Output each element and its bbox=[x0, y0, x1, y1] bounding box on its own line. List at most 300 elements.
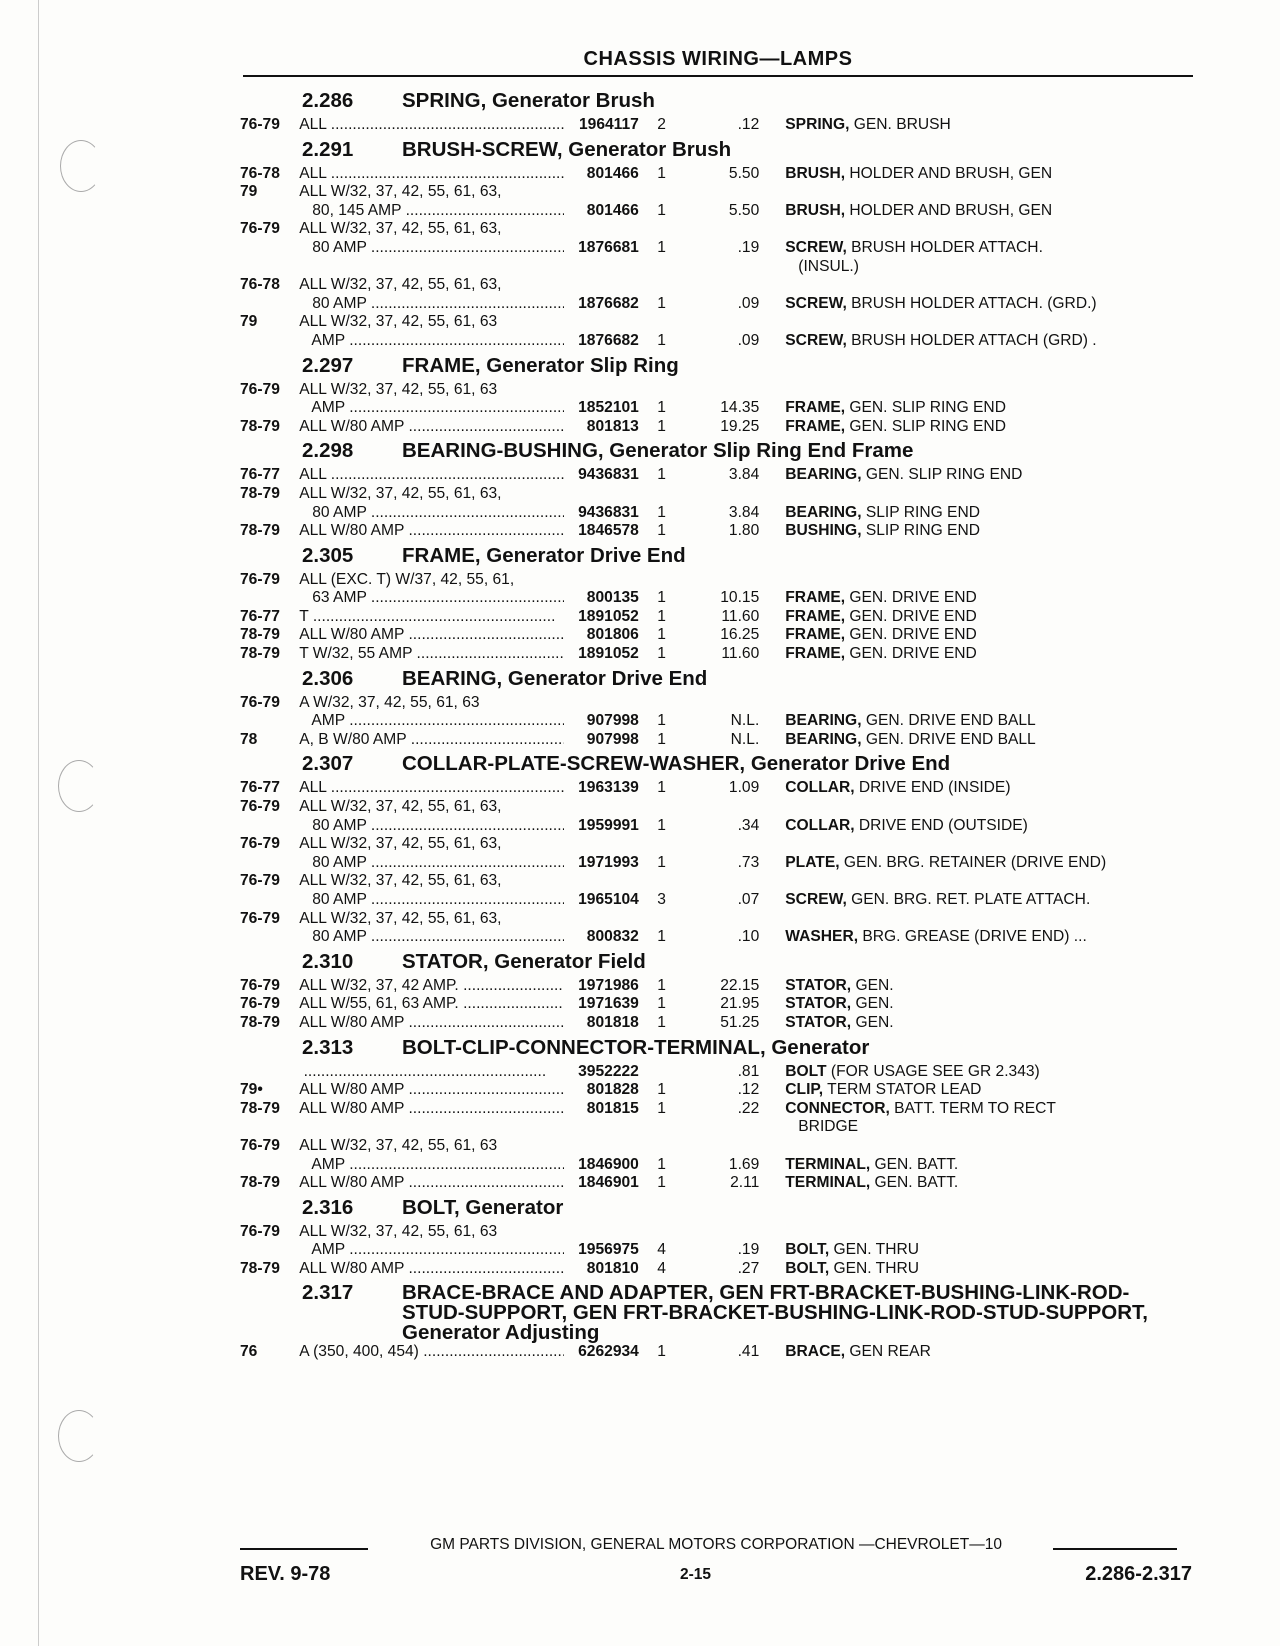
part-row bbox=[240, 1118, 1192, 1137]
description-detail: GEN. DRIVE END bbox=[845, 645, 977, 663]
price: 5.50 bbox=[728, 164, 760, 182]
quantity: 1 bbox=[657, 1342, 666, 1360]
part-number: 1971639 bbox=[578, 995, 639, 1013]
description bbox=[769, 571, 1192, 590]
part-row bbox=[240, 712, 1192, 731]
part-row bbox=[240, 731, 1192, 750]
part-number: 3952222 bbox=[578, 1062, 639, 1080]
model-year: 78-79 bbox=[240, 1099, 280, 1117]
section-heading bbox=[240, 1033, 1192, 1063]
quantity: 1 bbox=[657, 238, 666, 256]
group-title: BOLT, Generator bbox=[402, 1195, 564, 1219]
part-number: 1964117 bbox=[578, 116, 639, 133]
price: 51.25 bbox=[720, 1013, 760, 1031]
price: .22 bbox=[737, 1099, 760, 1117]
application: 80 AMP ..... bbox=[299, 891, 564, 910]
model-year bbox=[240, 399, 299, 418]
description bbox=[769, 466, 1192, 485]
description-keyword: STATOR, bbox=[785, 1013, 852, 1031]
quantity bbox=[639, 1137, 684, 1156]
part-row bbox=[240, 504, 1192, 523]
quantity: 1 bbox=[657, 589, 666, 607]
model-year bbox=[240, 295, 299, 314]
group-title: FRAME, Generator Slip Ring bbox=[402, 353, 679, 377]
part-number bbox=[564, 381, 639, 400]
part-row bbox=[240, 1137, 1192, 1156]
part-row bbox=[240, 1100, 1192, 1119]
part-row bbox=[240, 645, 1192, 664]
part-row bbox=[240, 165, 1192, 184]
description-detail: SLIP RING END bbox=[861, 503, 980, 521]
part-row bbox=[240, 798, 1192, 817]
description bbox=[769, 872, 1192, 891]
part-row bbox=[240, 258, 1192, 277]
description-keyword: BEARING, bbox=[785, 503, 862, 521]
description bbox=[769, 694, 1192, 713]
description-keyword: BOLT, bbox=[785, 1241, 830, 1259]
part-number: 801818 bbox=[586, 1013, 639, 1031]
description-detail: GEN. SLIP RING END bbox=[845, 399, 1006, 417]
description-detail: GEN. DRIVE END BALL bbox=[861, 730, 1036, 748]
application: 63 AMP ..... bbox=[299, 589, 564, 608]
price: .09 bbox=[737, 294, 760, 312]
description-detail: GEN. SLIP RING END bbox=[845, 417, 1006, 435]
description bbox=[769, 626, 1192, 645]
quantity: 1 bbox=[657, 399, 666, 417]
quantity: 3 bbox=[657, 891, 666, 908]
section-heading bbox=[240, 135, 1192, 165]
part-number: 1891052 bbox=[578, 607, 639, 625]
part-number bbox=[564, 183, 639, 202]
section-heading bbox=[240, 541, 1192, 571]
group-number: 2.316 bbox=[302, 1195, 354, 1219]
group-title: BRACE-BRACE AND ADAPTER, GEN FRT-BRACKET-BUSHING-LINK-ROD-STUD-SUPPORT, GEN FRT-BRACKET-BUSHING-LINK-ROD-STUD-SUPPORT, Generator Adjusting bbox=[402, 1280, 1148, 1344]
model-year: 78-79 bbox=[240, 1013, 280, 1031]
quantity bbox=[639, 313, 684, 332]
part-row bbox=[240, 977, 1192, 996]
application: ALL W/80 AMP ..... bbox=[299, 1014, 564, 1033]
quantity: 1 bbox=[657, 164, 666, 182]
price: .19 bbox=[737, 1241, 760, 1259]
application: AMP ..... bbox=[299, 712, 564, 731]
model-year bbox=[240, 504, 299, 523]
quantity: 1 bbox=[657, 417, 666, 435]
quantity bbox=[639, 1118, 684, 1137]
part-row bbox=[240, 589, 1192, 608]
model-year: 76-79 bbox=[240, 835, 280, 853]
quantity bbox=[639, 1223, 684, 1242]
application: ALL W/32, 37, 42, 55, 61, 63, bbox=[299, 220, 502, 238]
group-number: 2.286 bbox=[302, 89, 354, 112]
part-number bbox=[564, 276, 639, 295]
part-number: 1846900 bbox=[578, 1155, 639, 1173]
price: .27 bbox=[737, 1259, 760, 1277]
description bbox=[769, 1137, 1192, 1156]
price bbox=[684, 872, 769, 891]
quantity bbox=[639, 276, 684, 295]
description bbox=[769, 1241, 1192, 1260]
application: ALL W/80 AMP ..... bbox=[299, 1081, 564, 1100]
price: .07 bbox=[737, 891, 760, 908]
description bbox=[769, 1081, 1192, 1100]
part-row bbox=[240, 1223, 1192, 1242]
price: N.L. bbox=[730, 730, 760, 748]
model-year: 78-79 bbox=[240, 1174, 280, 1192]
description-keyword: TERMINAL, bbox=[785, 1174, 871, 1192]
description bbox=[769, 779, 1192, 798]
revision-label: REV. 9-78 bbox=[240, 1563, 331, 1585]
part-number: 801806 bbox=[586, 626, 639, 644]
price: .09 bbox=[737, 331, 760, 349]
description-detail: HOLDER AND BRUSH, GEN bbox=[845, 164, 1053, 182]
quantity: 1 bbox=[657, 1155, 666, 1173]
part-number bbox=[564, 694, 639, 713]
part-row bbox=[240, 332, 1192, 351]
part-number: 1876682 bbox=[578, 294, 639, 312]
application: A W/32, 37, 42, 55, 61, 63 bbox=[299, 693, 480, 711]
model-year: 76-79 bbox=[240, 1222, 280, 1240]
model-year bbox=[240, 1063, 299, 1082]
part-number bbox=[564, 220, 639, 239]
quantity: 4 bbox=[657, 1259, 666, 1277]
part-number: 801810 bbox=[586, 1259, 639, 1277]
section-heading bbox=[240, 664, 1192, 694]
application: A, B W/80 AMP ..... bbox=[299, 731, 564, 750]
description bbox=[769, 1174, 1192, 1193]
description-detail: GEN. BRG. RETAINER (DRIVE END) bbox=[839, 853, 1107, 871]
quantity bbox=[639, 798, 684, 817]
group-number: 2.317 bbox=[302, 1280, 354, 1304]
quantity: 1 bbox=[657, 976, 666, 994]
quantity bbox=[639, 872, 684, 891]
application: ALL W/32, 37, 42, 55, 61, 63 bbox=[299, 313, 498, 331]
part-number: 907998 bbox=[586, 730, 639, 748]
description-keyword: BRACE, bbox=[785, 1342, 846, 1360]
price: .12 bbox=[737, 1081, 760, 1099]
price: .81 bbox=[737, 1062, 760, 1080]
model-year: 76-79 bbox=[240, 909, 280, 927]
description bbox=[769, 608, 1192, 627]
part-row bbox=[240, 295, 1192, 314]
application: ALL W/80 AMP ..... bbox=[299, 1260, 564, 1279]
description bbox=[769, 798, 1192, 817]
application: ALL W/32, 37, 42, 55, 61, 63, bbox=[299, 276, 502, 294]
description-keyword: FRAME, bbox=[785, 589, 846, 607]
part-number bbox=[564, 1223, 639, 1242]
description-keyword: STATOR, bbox=[785, 995, 852, 1013]
quantity bbox=[639, 258, 684, 277]
part-row bbox=[240, 466, 1192, 485]
description-detail: BRUSH HOLDER ATTACH. (GRD.) bbox=[846, 294, 1097, 312]
application: ALL W/32, 37, 42, 55, 61, 63 bbox=[299, 380, 498, 398]
description bbox=[769, 399, 1192, 418]
description-keyword: FRAME, bbox=[785, 399, 846, 417]
description-detail: SLIP RING END bbox=[861, 522, 980, 540]
part-row bbox=[240, 418, 1192, 437]
application: T ..... bbox=[299, 608, 564, 627]
part-number: 1876682 bbox=[578, 331, 639, 349]
quantity: 1 bbox=[657, 201, 666, 219]
application: ALL ..... bbox=[299, 466, 564, 485]
description-keyword: WASHER, bbox=[785, 928, 859, 946]
part-number: 9436831 bbox=[578, 466, 639, 484]
part-row bbox=[240, 571, 1192, 590]
price: N.L. bbox=[730, 712, 760, 730]
model-year: 76-79 bbox=[240, 1136, 280, 1154]
application: ALL W/80 AMP ..... bbox=[299, 1100, 564, 1119]
price bbox=[684, 183, 769, 202]
model-year: 78-79 bbox=[240, 417, 280, 435]
description-keyword: COLLAR, bbox=[785, 779, 855, 797]
model-year: 76-79 bbox=[240, 976, 280, 994]
part-row bbox=[240, 910, 1192, 929]
description bbox=[769, 1014, 1192, 1033]
model-year: 76-79 bbox=[240, 798, 280, 816]
application bbox=[299, 1063, 564, 1082]
section-heading bbox=[240, 947, 1192, 977]
description-keyword: BRUSH, bbox=[785, 164, 846, 182]
application: ALL W/32, 37, 42, 55, 61, 63, bbox=[299, 183, 502, 201]
model-year bbox=[240, 589, 299, 608]
part-row bbox=[240, 1174, 1192, 1193]
part-row bbox=[240, 1063, 1192, 1082]
description-detail: (FOR USAGE SEE GR 2.343) bbox=[826, 1062, 1040, 1080]
model-year: 76-78 bbox=[240, 276, 280, 294]
description-detail: GEN. DRIVE END BALL bbox=[861, 712, 1036, 730]
header-rule bbox=[243, 75, 1193, 77]
price: 11.60 bbox=[721, 645, 760, 663]
punch-hole-mark bbox=[60, 140, 102, 192]
part-row bbox=[240, 835, 1192, 854]
group-title: BOLT-CLIP-CONNECTOR-TERMINAL, Generator bbox=[402, 1035, 870, 1059]
application: ALL W/32, 37, 42 AMP. ..... bbox=[299, 977, 564, 996]
description bbox=[769, 485, 1192, 504]
price: 1.69 bbox=[728, 1155, 760, 1173]
description-detail: GEN. SLIP RING END bbox=[861, 466, 1023, 484]
description-keyword: FRAME, bbox=[785, 417, 846, 435]
group-title: STATOR, Generator Field bbox=[402, 949, 646, 973]
model-year: 79 bbox=[240, 313, 258, 331]
description-detail: BATT. TERM TO RECT bbox=[889, 1099, 1056, 1117]
quantity: 1 bbox=[657, 1174, 666, 1192]
description bbox=[769, 295, 1192, 314]
description-keyword: COLLAR, bbox=[785, 816, 855, 834]
description-detail: GEN. bbox=[851, 1013, 894, 1031]
model-year bbox=[240, 817, 299, 836]
model-year bbox=[240, 712, 299, 731]
part-row bbox=[240, 995, 1192, 1014]
page-edge bbox=[38, 0, 39, 1646]
part-number bbox=[564, 1137, 639, 1156]
description bbox=[769, 854, 1192, 873]
model-year: 76-77 bbox=[240, 607, 280, 625]
part-number: 1963139 bbox=[578, 779, 639, 797]
description-detail: BRG. GREASE (DRIVE END) ... bbox=[858, 928, 1087, 946]
description bbox=[769, 835, 1192, 854]
model-year: 78-79 bbox=[240, 522, 280, 540]
application: ALL W/32, 37, 42, 55, 61, 63 bbox=[299, 1222, 498, 1240]
part-row bbox=[240, 626, 1192, 645]
part-number: 9436831 bbox=[578, 503, 639, 521]
description-keyword: FRAME, bbox=[785, 607, 846, 625]
application: ALL W/32, 37, 42, 55, 61, 63, bbox=[299, 909, 502, 927]
price: 2.11 bbox=[730, 1174, 760, 1192]
description bbox=[769, 202, 1192, 221]
part-number: 1876681 bbox=[578, 238, 639, 256]
price bbox=[684, 910, 769, 929]
description bbox=[769, 116, 1192, 135]
description bbox=[769, 645, 1192, 664]
price: 3.84 bbox=[728, 466, 760, 484]
description bbox=[769, 995, 1192, 1014]
description-keyword: SCREW, bbox=[785, 238, 847, 256]
model-year: 78-79 bbox=[240, 645, 280, 663]
part-number: 1846901 bbox=[578, 1174, 639, 1192]
price: .12 bbox=[737, 116, 760, 133]
description-detail: GEN. DRIVE END bbox=[845, 626, 977, 644]
part-number bbox=[564, 872, 639, 891]
quantity: 1 bbox=[657, 1081, 666, 1099]
description-keyword: SPRING, bbox=[785, 116, 850, 133]
price: 22.15 bbox=[720, 976, 760, 994]
part-row bbox=[240, 872, 1192, 891]
description-detail: GEN. BATT. bbox=[870, 1155, 959, 1173]
application: ALL W/80 AMP ..... bbox=[299, 522, 564, 541]
model-year bbox=[240, 202, 299, 221]
price: 5.50 bbox=[728, 201, 760, 219]
part-row bbox=[240, 116, 1192, 135]
model-year: 76 bbox=[240, 1342, 258, 1360]
description-detail: GEN. DRIVE END bbox=[845, 589, 977, 607]
application: ALL (EXC. T) W/37, 42, 55, 61, bbox=[299, 570, 515, 588]
price: 16.25 bbox=[720, 626, 760, 644]
group-number: 2.305 bbox=[302, 543, 354, 567]
application: T W/32, 55 AMP ..... bbox=[299, 645, 564, 664]
part-row bbox=[240, 1260, 1192, 1279]
part-row bbox=[240, 891, 1192, 910]
description-keyword: BRUSH, bbox=[785, 201, 846, 219]
part-number: 801466 bbox=[586, 201, 639, 219]
section-heading bbox=[240, 351, 1192, 381]
model-year bbox=[240, 332, 299, 351]
price: 3.84 bbox=[728, 503, 760, 521]
price bbox=[684, 835, 769, 854]
price bbox=[684, 485, 769, 504]
quantity: 1 bbox=[657, 1013, 666, 1031]
description bbox=[769, 1118, 1192, 1137]
description-detail: BRIDGE bbox=[785, 1118, 859, 1136]
part-row bbox=[240, 220, 1192, 239]
price: 11.60 bbox=[721, 607, 760, 625]
part-row bbox=[240, 276, 1192, 295]
part-row bbox=[240, 854, 1192, 873]
description bbox=[769, 239, 1192, 258]
quantity: 1 bbox=[657, 331, 666, 349]
description-detail: GEN REAR bbox=[845, 1342, 931, 1360]
group-number: 2.310 bbox=[302, 949, 354, 973]
part-row bbox=[240, 928, 1192, 947]
quantity: 1 bbox=[657, 522, 666, 540]
price bbox=[684, 258, 769, 277]
model-year: 78-79 bbox=[240, 626, 280, 644]
application: 80 AMP ..... bbox=[299, 239, 564, 258]
model-year: 76-79 bbox=[240, 380, 280, 398]
model-year: 76-79 bbox=[240, 995, 280, 1013]
price: 1.09 bbox=[728, 779, 760, 797]
price: 14.35 bbox=[720, 399, 760, 417]
part-row bbox=[240, 1156, 1192, 1175]
part-number bbox=[564, 258, 639, 277]
model-year: 79• bbox=[240, 1081, 263, 1099]
part-row bbox=[240, 485, 1192, 504]
part-number bbox=[564, 485, 639, 504]
description-keyword: BEARING, bbox=[785, 712, 862, 730]
application: ALL W/32, 37, 42, 55, 61, 63, bbox=[299, 835, 502, 853]
application: ALL ..... bbox=[299, 165, 564, 184]
quantity: 1 bbox=[657, 928, 666, 946]
description bbox=[769, 928, 1192, 947]
model-year: 79 bbox=[240, 183, 258, 201]
model-year bbox=[240, 1156, 299, 1175]
part-number: 801815 bbox=[586, 1099, 639, 1117]
price bbox=[684, 220, 769, 239]
price: .73 bbox=[737, 853, 760, 871]
part-row bbox=[240, 183, 1192, 202]
description bbox=[769, 165, 1192, 184]
price bbox=[684, 571, 769, 590]
quantity: 1 bbox=[657, 607, 666, 625]
model-year: 76-79 bbox=[240, 693, 280, 711]
quantity: 1 bbox=[657, 466, 666, 484]
part-row bbox=[240, 694, 1192, 713]
part-number: 6262934 bbox=[578, 1342, 639, 1360]
description bbox=[769, 1260, 1192, 1279]
model-year bbox=[240, 239, 299, 258]
model-year: 76-79 bbox=[240, 872, 280, 890]
part-number: 1852101 bbox=[578, 399, 639, 417]
description-keyword: SCREW, bbox=[785, 331, 847, 349]
description-keyword: BOLT, bbox=[785, 1259, 830, 1277]
model-year: 76-79 bbox=[240, 570, 280, 588]
price: 1.80 bbox=[728, 522, 760, 540]
description-detail: (INSUL.) bbox=[785, 257, 859, 275]
description bbox=[769, 522, 1192, 541]
description-keyword: CONNECTOR, bbox=[785, 1099, 890, 1117]
application: ALL W/80 AMP ..... bbox=[299, 1174, 564, 1193]
description bbox=[769, 1343, 1192, 1362]
description-detail: GEN. BRG. RET. PLATE ATTACH. bbox=[846, 891, 1091, 908]
part-number: 1846578 bbox=[578, 522, 639, 540]
price bbox=[684, 798, 769, 817]
quantity: 1 bbox=[657, 626, 666, 644]
description-keyword: TERMINAL, bbox=[785, 1155, 871, 1173]
application: ALL W/32, 37, 42, 55, 61, 63, bbox=[299, 872, 502, 890]
quantity: 1 bbox=[657, 995, 666, 1013]
description bbox=[769, 418, 1192, 437]
model-year: 78-79 bbox=[240, 484, 280, 502]
application: ALL W/32, 37, 42, 55, 61, 63, bbox=[299, 484, 502, 502]
part-number bbox=[564, 1118, 639, 1137]
price bbox=[684, 276, 769, 295]
model-year: 76-79 bbox=[240, 116, 280, 133]
application: AMP ..... bbox=[299, 399, 564, 418]
price bbox=[684, 313, 769, 332]
description-keyword: BOLT bbox=[785, 1062, 827, 1080]
description-detail: DRIVE END (OUTSIDE) bbox=[854, 816, 1028, 834]
group-title: BEARING, Generator Drive End bbox=[402, 666, 708, 690]
page-title: CHASSIS WIRING—LAMPS bbox=[583, 48, 853, 70]
part-number: 907998 bbox=[586, 712, 639, 730]
